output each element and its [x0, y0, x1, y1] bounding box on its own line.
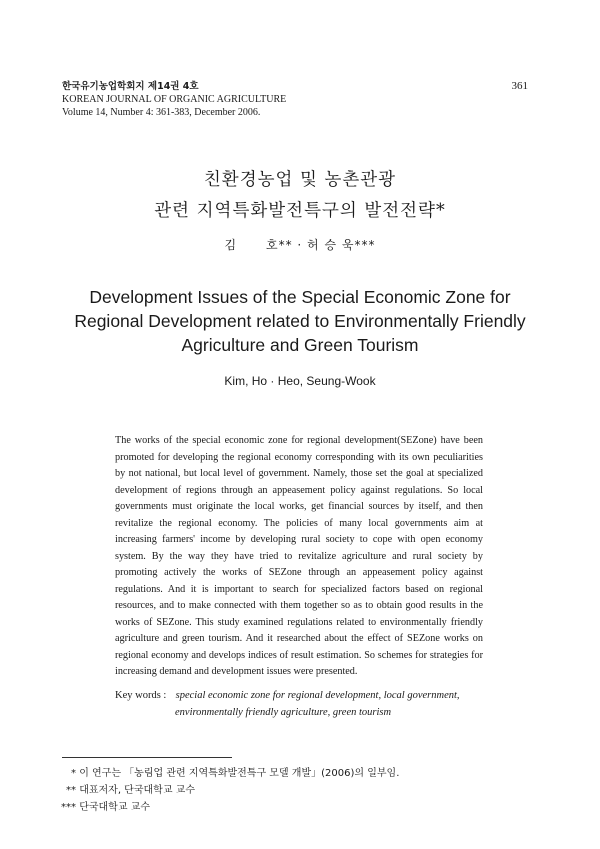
english-title-line: Development Issues of the Special Economic Zone for [89, 287, 511, 307]
footnote-item [60, 799, 399, 816]
footnote-item [60, 765, 399, 782]
english-title [0, 285, 600, 357]
english-title-line: Regional Development related to Environmentally Friendly [74, 311, 526, 331]
footnote-mark: * [71, 768, 76, 779]
footnote-divider [62, 757, 232, 758]
journal-volume-info: Volume 14, Number 4: 361-383, December 2006. [62, 107, 261, 118]
keywords-line: environmentally friendly agriculture, green tourism [175, 707, 392, 718]
english-authors: Kim, Ho · Heo, Seung-Wook [224, 374, 376, 388]
keywords-label: Key words : [115, 690, 167, 701]
footnote-mark: ** [66, 785, 76, 796]
footnote-text: 이 연구는 「농림업 관련 지역특화발전특구 모델 개발」(2006)의 일부임. [79, 768, 400, 779]
footnote-text: 단국대학교 교수 [79, 802, 150, 813]
footnotes [60, 765, 399, 816]
journal-name-korean: 한국유기농업학회지 제14권 4호 [62, 81, 199, 92]
keywords-line: special economic zone for regional development, local government, [175, 690, 460, 701]
footnote-text: 대표저자, 단국대학교 교수 [79, 785, 195, 796]
korean-title-line: 관련 지역특화발전특구의 발전전략* [154, 201, 446, 221]
abstract: The works of the special economic zone for regional development(SEZone) have been promoted for developing the regional economy corresponding with its own peculiarities by not national, but local level of government. Namely, those set the goal at specialized development of regions through an appeasement policy against regulations. So local governments must originate the local works, get financial sources by itself, and then revitalize the regional economy. The policies of many local governments aim at increasing farmers' income by developing rural society to cope with open economy system. By the way they have tried to revitalize agriculture and rural society by promoting actively the works of SEZone through an appeasement policy against regulations. And it is important to search for specialized factors based on regional resources, and to make connected with them together so as to obtain good results in the works of SEZone. This study examined regulations related to environmentally friendly agriculture and green tourism. And it researched about the effect of SEZone works on regional economy and develops indices of result estimation. So schemes for strategies for increasing demand and development issues were presented. [115, 435, 483, 677]
korean-title-line: 친환경농업 및 농촌관광 [203, 170, 397, 190]
korean-authors: 김 호** · 허 승 욱*** [224, 238, 376, 252]
journal-name-english: KOREAN JOURNAL OF ORGANIC AGRICULTURE [62, 94, 287, 105]
korean-title [0, 165, 600, 227]
english-title-line: Agriculture and Green Tourism [181, 335, 419, 355]
journal-header [62, 80, 286, 119]
footnote-mark: *** [61, 802, 76, 813]
footnote-item [60, 782, 399, 799]
keywords [115, 687, 460, 721]
page-number: 361 [511, 80, 528, 92]
